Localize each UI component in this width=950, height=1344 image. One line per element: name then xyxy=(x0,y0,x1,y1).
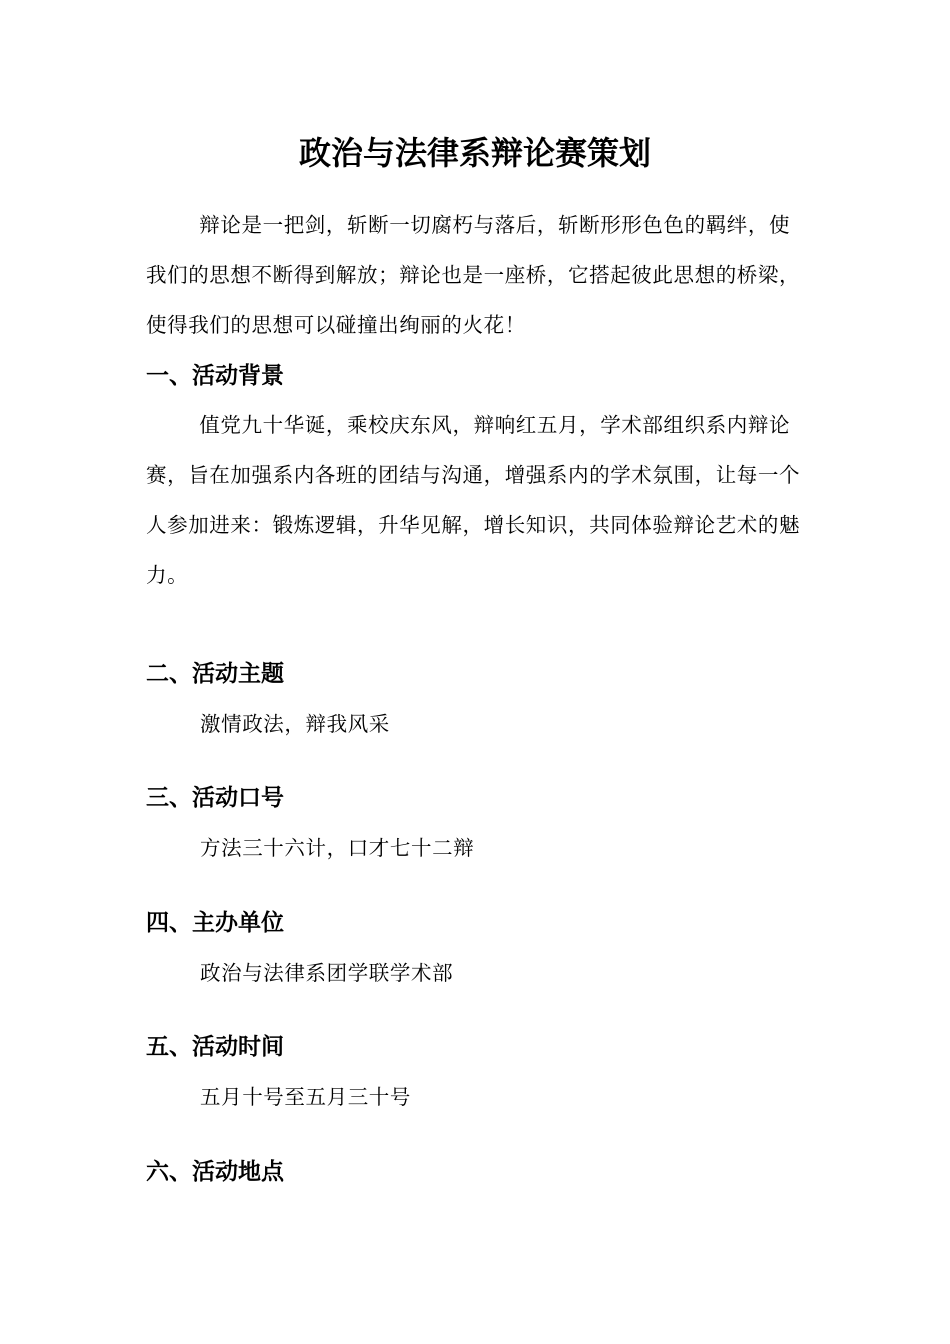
intro-paragraph: 辩论是一把剑，斩断一切腐朽与落后，斩断形形色色的羁绊，使我们的思想不断得到解放；辩论也是一座桥，它搭起彼此思想的桥梁，使得我们的思想可以碰撞出绚丽的火花！ xyxy=(146,213,801,337)
section-body-theme: 激情政法，辩我风采 xyxy=(200,712,390,736)
section-heading-background: 一、活动背景 xyxy=(146,362,284,389)
section-body-background: 值党九十华诞，乘校庆东风，辩响红五月，学术部组织系内辩论赛，旨在加强系内各班的团结与沟通，增强系内的学术氛围，让每一个人参加进来：锻炼逻辑，升华见解，增长知识，共同体验辩论艺术的魅力。 xyxy=(146,413,801,587)
section-body-slogan: 方法三十六计，口才七十二辩 xyxy=(200,836,475,860)
section-heading-time: 五、活动时间 xyxy=(146,1033,284,1060)
section-heading-slogan: 三、活动口号 xyxy=(146,784,284,811)
section-heading-theme: 二、活动主题 xyxy=(146,660,284,687)
section-body-organizer: 政治与法律系团学联学术部 xyxy=(200,961,454,985)
section-heading-organizer: 四、主办单位 xyxy=(146,909,284,936)
document-title: 政治与法律系辩论赛策划 xyxy=(298,134,651,172)
section-heading-location: 六、活动地点 xyxy=(146,1158,284,1185)
section-body-time: 五月十号至五月三十号 xyxy=(200,1085,411,1109)
